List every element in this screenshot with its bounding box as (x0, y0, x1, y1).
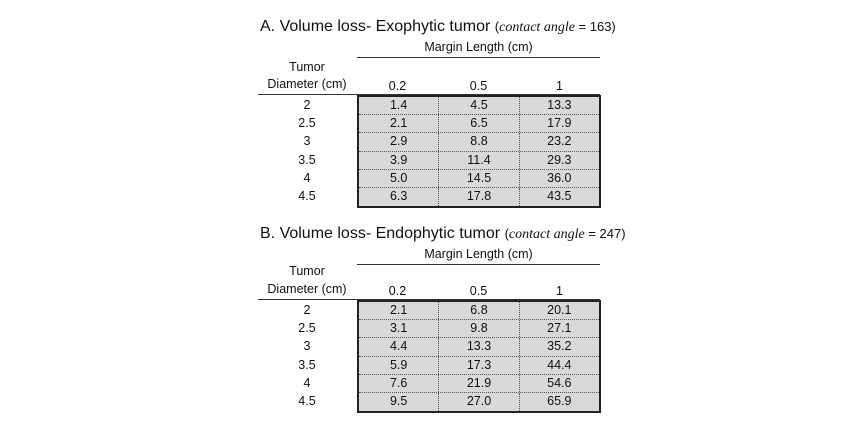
table-a-title (260, 18, 616, 36)
table-b-column-group-header: Margin Length (cm) (424, 247, 533, 261)
table-a-column-group-header: Margin Length (cm) (424, 40, 533, 54)
table-cell: 13.3 (519, 97, 599, 114)
table-cell: 17.9 (519, 115, 599, 132)
row-label: 3 (303, 134, 311, 149)
table-b-row-header-line2: Diameter (cm) (267, 282, 347, 296)
table-a-title-main: A. Volume loss- Exophytic tumor (260, 18, 495, 35)
table-b-col-header: 0.5 (469, 284, 488, 298)
table-cell: 54.6 (519, 375, 599, 392)
table-row (359, 393, 599, 411)
table-cell: 17.8 (438, 188, 518, 206)
table-row (359, 97, 599, 115)
table-cell: 5.0 (389, 170, 408, 185)
row-label: 2.5 (298, 321, 316, 336)
table-cell: 3.1 (389, 321, 408, 336)
table-row (359, 320, 599, 338)
table-cell: 27.0 (438, 393, 518, 411)
table-cell: 44.4 (519, 357, 599, 374)
table-b-title (260, 225, 626, 243)
table-cell: 3.9 (389, 152, 408, 167)
table-row (359, 152, 599, 170)
table-b-row-labels (258, 301, 356, 410)
table-cell: 1.4 (389, 98, 408, 112)
table-cell: 29.3 (519, 152, 599, 169)
table-cell: 35.2 (519, 338, 599, 355)
table-row (359, 302, 599, 320)
table-cell: 6.8 (438, 302, 518, 319)
table-a-title-angle: = 163) (574, 19, 616, 34)
table-b-title-main: B. Volume loss- Endophytic tumor (260, 225, 505, 242)
table-cell: 43.5 (519, 188, 599, 206)
table-row (359, 375, 599, 393)
table-b-title-paren: ( (504, 226, 509, 241)
table-b-col-header: 0.2 (388, 284, 407, 298)
table-cell: 4.4 (389, 339, 408, 354)
table-cell: 27.1 (519, 320, 599, 337)
table-cell: 9.8 (438, 320, 518, 337)
table-cell: 5.9 (389, 357, 408, 372)
row-label: 3.5 (298, 357, 316, 372)
table-cell: 2.9 (389, 134, 408, 149)
table-cell: 14.5 (438, 170, 518, 187)
table-a-title-italic: contact angle (499, 20, 575, 35)
table-row (359, 170, 599, 188)
table-b-top-rule (357, 264, 600, 265)
table-cell: 11.4 (438, 152, 518, 169)
table-a-col-header: 1 (556, 79, 563, 93)
table-cell: 8.8 (438, 133, 518, 150)
row-label: 4.5 (298, 188, 316, 203)
row-label: 2 (303, 98, 311, 112)
table-a-data-grid (357, 95, 601, 208)
row-label: 4 (303, 170, 311, 185)
table-row (359, 338, 599, 356)
table-b-title-angle: = 247) (584, 226, 626, 241)
table-cell: 21.9 (438, 375, 518, 392)
table-a-row-labels (258, 96, 356, 205)
table-cell: 6.3 (389, 188, 408, 203)
table-cell: 13.3 (438, 338, 518, 355)
table-b-title-italic: contact angle (508, 227, 585, 242)
table-cell: 2.1 (389, 116, 408, 131)
table-b-row-header-line1: Tumor (289, 264, 325, 278)
table-b-col-header: 1 (556, 284, 563, 298)
row-label: 2 (303, 303, 311, 317)
row-label: 4 (303, 375, 311, 390)
table-cell: 36.0 (519, 170, 599, 187)
table-cell: 7.6 (389, 375, 408, 390)
row-label: 3.5 (298, 152, 316, 167)
table-cell: 20.1 (519, 302, 599, 319)
table-a-title-paren: ( (494, 19, 500, 34)
row-label: 4.5 (298, 393, 316, 408)
table-row (359, 188, 599, 206)
table-a-col-header: 0.5 (469, 79, 488, 93)
table-cell: 4.5 (438, 97, 518, 114)
table-cell: 2.1 (389, 303, 408, 317)
table-cell: 17.3 (438, 357, 518, 374)
table-row (359, 133, 599, 151)
row-label: 3 (303, 339, 311, 354)
table-b-data-grid (357, 300, 601, 413)
table-a-row-header-line1: Tumor (289, 60, 325, 74)
table-cell: 65.9 (519, 393, 599, 411)
table-a-col-header: 0.2 (388, 79, 407, 93)
table-a-top-rule (357, 57, 600, 58)
table-cell: 9.5 (389, 393, 408, 408)
table-cell: 6.5 (438, 115, 518, 132)
table-row (359, 357, 599, 375)
table-cell: 23.2 (519, 133, 599, 150)
row-label: 2.5 (298, 116, 316, 131)
table-a-row-header-line2: Diameter (cm) (267, 77, 347, 91)
table-row (359, 115, 599, 133)
